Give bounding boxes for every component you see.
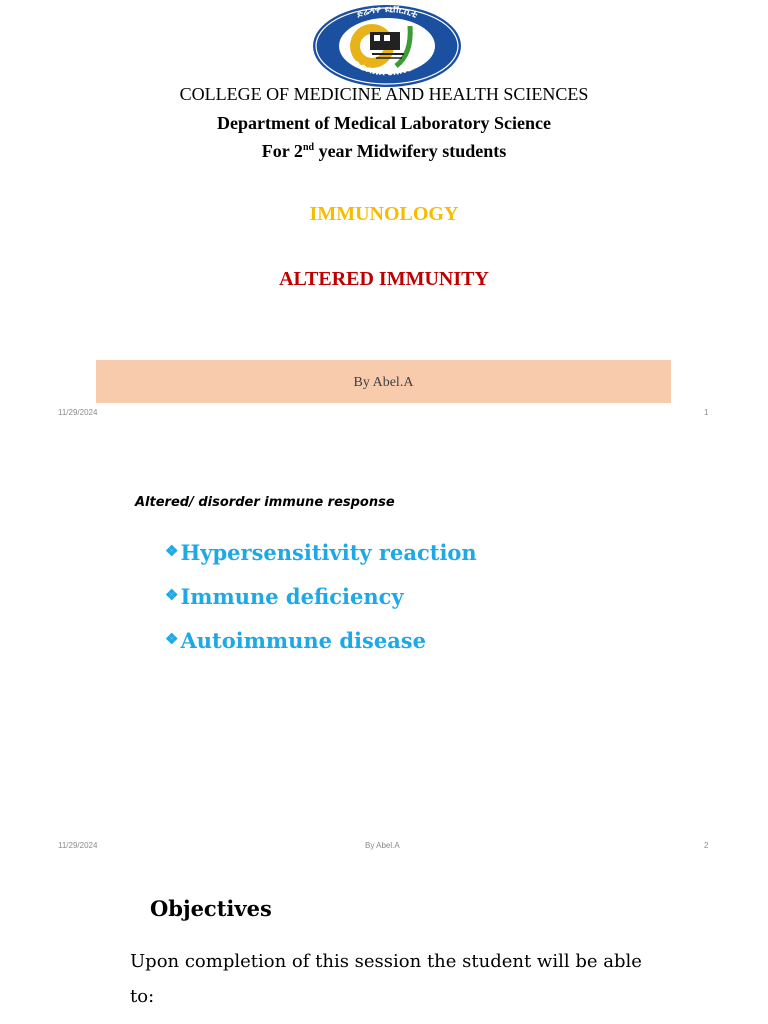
- slide-heading: Altered/ disorder immune response: [135, 495, 395, 510]
- university-logo-icon: [312, 4, 462, 88]
- slide-number: 2: [704, 841, 709, 850]
- target-students: [0, 141, 768, 162]
- list-item: [165, 584, 477, 628]
- slide-date: 11/29/2024: [58, 408, 98, 417]
- author-banner: By Abel.A: [96, 360, 671, 403]
- list-item: [165, 628, 477, 672]
- bullet-text: Hypersensitivity reaction: [180, 540, 477, 565]
- diamond-bullet-icon: ❖: [165, 542, 179, 560]
- slide-date: 11/29/2024: [58, 841, 98, 850]
- objectives-title: Objectives: [150, 896, 272, 921]
- bullet-text: Immune deficiency: [180, 584, 404, 609]
- subject-title: IMMUNOLOGY: [309, 203, 459, 225]
- slide-author: By Abel.A: [365, 841, 400, 850]
- department-name: Department of Medical Laboratory Science: [217, 113, 551, 133]
- topic-title: ALTERED IMMUNITY: [279, 268, 489, 290]
- college-name: COLLEGE OF MEDICINE AND HEALTH SCIENCES: [179, 84, 589, 104]
- diamond-bullet-icon: ❖: [165, 586, 179, 604]
- svg-text:ድሬዳዋ ዩኒቨርሲቲ: ድሬዳዋ ዩኒቨርሲቲ: [355, 4, 419, 21]
- year-ordinal: nd: [302, 142, 315, 153]
- year-suffix: year Midwifery students: [314, 141, 507, 161]
- objectives-intro: Upon completion of this session the student will be able to:: [130, 951, 642, 1007]
- year-prefix: For 2: [261, 141, 303, 161]
- diamond-bullet-icon: ❖: [165, 630, 179, 648]
- list-item: [165, 540, 477, 584]
- slide-number: 1: [704, 408, 709, 417]
- bullet-text: Autoimmune disease: [180, 628, 426, 653]
- svg-text:DIRE-DAWA UNIVERSITY: DIRE-DAWA UNIVERSITY: [341, 49, 433, 78]
- bullet-list: [165, 540, 477, 672]
